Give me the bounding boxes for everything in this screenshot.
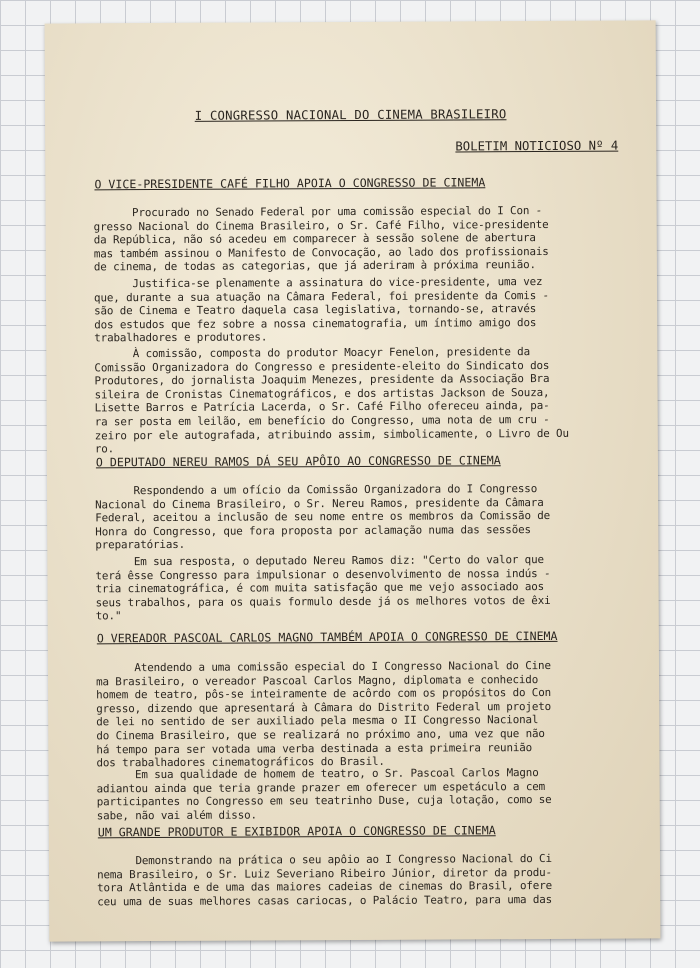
document-page [45, 20, 661, 941]
paragraph: Em sua resposta, o deputado Nereu Ramos diz: "Certo do valor que terá êsse Congresso para impulsionar o desenvolvimento de nossa indús - tria cinematográfica, é com muita satisfação que me vejo associado aos seus trabalhos, para os quais formulo desde já os melhores votos de êxi to." [95, 552, 551, 623]
paragraph: Em sua qualidade de homem de teatro, o Sr. Pascoal Carlos Magno adiantou ainda que teria grande prazer em oferecer um espetáculo a cem participantes no Congresso em seu teatrinho Duse, cuja lotação, como se sabe, não vai além disso. [96, 766, 552, 823]
paragraph: Justifica-se plenamente a assinatura do vice-presidente, uma vez que, durante a sua atuação na Câmara Federal, foi presidente da Comis - são de Cinema e Teatro daquela casa legislativa, tornando-se, através dos estudos que fez sobre a nossa cinematografia, um íntimo amigo dos trabalhadores e produtores. [93, 275, 549, 345]
paragraph: Atendendo a uma comissão especial do I Congresso Nacional do Cine ma Brasileiro, o vereador Pascoal Carlos Magno, diplomata e conhecido homem de teatro, pôs-se inteiramente de acôrdo com os propósitos do Con gresso, dizendo que apresentará à Câmara do Distrito Federal um projeto de lei no sentido de ser auxiliado pela mesma o II Congresso Nacional do Cinema Brasileiro, que se realizará no próximo ano, uma vez que não há tempo para ser votada uma verba destinada a esta primeira reunião dos trabalhadores cinematográficos do Brasil. [95, 658, 552, 770]
paragraph: Respondendo a um ofício da Comissão Organizadora do I Congresso Nacional do Cinema Brasileiro, o Sr. Nereu Ramos, presidente da Câmara Federal, aceitou a inclusão de seu nome entre os membros da Comissão de Honra do Congresso, que fora proposta por aclamação numa das sessões preparatórias. [95, 482, 551, 552]
headline-pascoal-carlos-magno: O VEREADOR PASCOAL CARLOS MAGNO TAMBÉM APOIA O CONGRESSO DE CINEMA [96, 628, 558, 646]
bulletin-number: BOLETIM NOTICIOSO Nº 4 [455, 138, 619, 154]
document-title: I CONGRESSO NACIONAL DO CINEMA BRASILEIRO [194, 107, 507, 123]
paragraph: Procurado no Senado Federal por uma comissão especial do I Con - gresso Nacional do Cinema Brasileiro, o Sr. Café Filho, vice-presidente da República, não só acedeu em comparecer à sessão solene de abertura mas também assinou o Manifesto de Convocação, ao lado dos profissionais de cinema, de todas as categorias, que já aderiram à próxima reunião. [93, 204, 549, 274]
paragraph: À comissão, composta do produtor Moacyr Fenelon, presidente da Comissão Organizadora do Congresso e presidente-eleito do Sindicato dos Produtores, do jornalista Joaquim Menezes, presidente da Associação Bra sileira de Cronistas Cinematográficos, e dos artistas Jackson de Souza, Lisette Barros e Patrícia Lacerda, o Sr. Café Filho ofereceu ainda, pa- ra ser posta em leilão, em benefício do Congresso, uma nota de um cru - zeiro por ele autografada, atribuindo assim, simbolicamente, o Livro de Ou ro. [94, 345, 569, 456]
headline-grande-produtor: UM GRANDE PRODUTOR E EXIBIDOR APOIA O CONGRESSO DE CINEMA [97, 823, 496, 840]
headline-cafe-filho: O VICE-PRESIDENTE CAFÉ FILHO APOIA O CONGRESSO DE CINEMA [94, 175, 486, 192]
paragraph: Demonstrando na prática o seu apôio ao I Congresso Nacional do Ci nema Brasileiro, o Sr. Luiz Severiano Ribeiro Júnior, diretor da produ- tora Atlântida e de uma das maiores cadeias de cinemas do Brasil, ofere ceu uma de suas melhores casas cariocas, o Palácio Teatro, para uma das [96, 851, 553, 909]
headline-nereu-ramos: O DEPUTADO NEREU RAMOS DÁ SEU APÔIO AO CONGRESSO DE CINEMA [95, 453, 501, 470]
